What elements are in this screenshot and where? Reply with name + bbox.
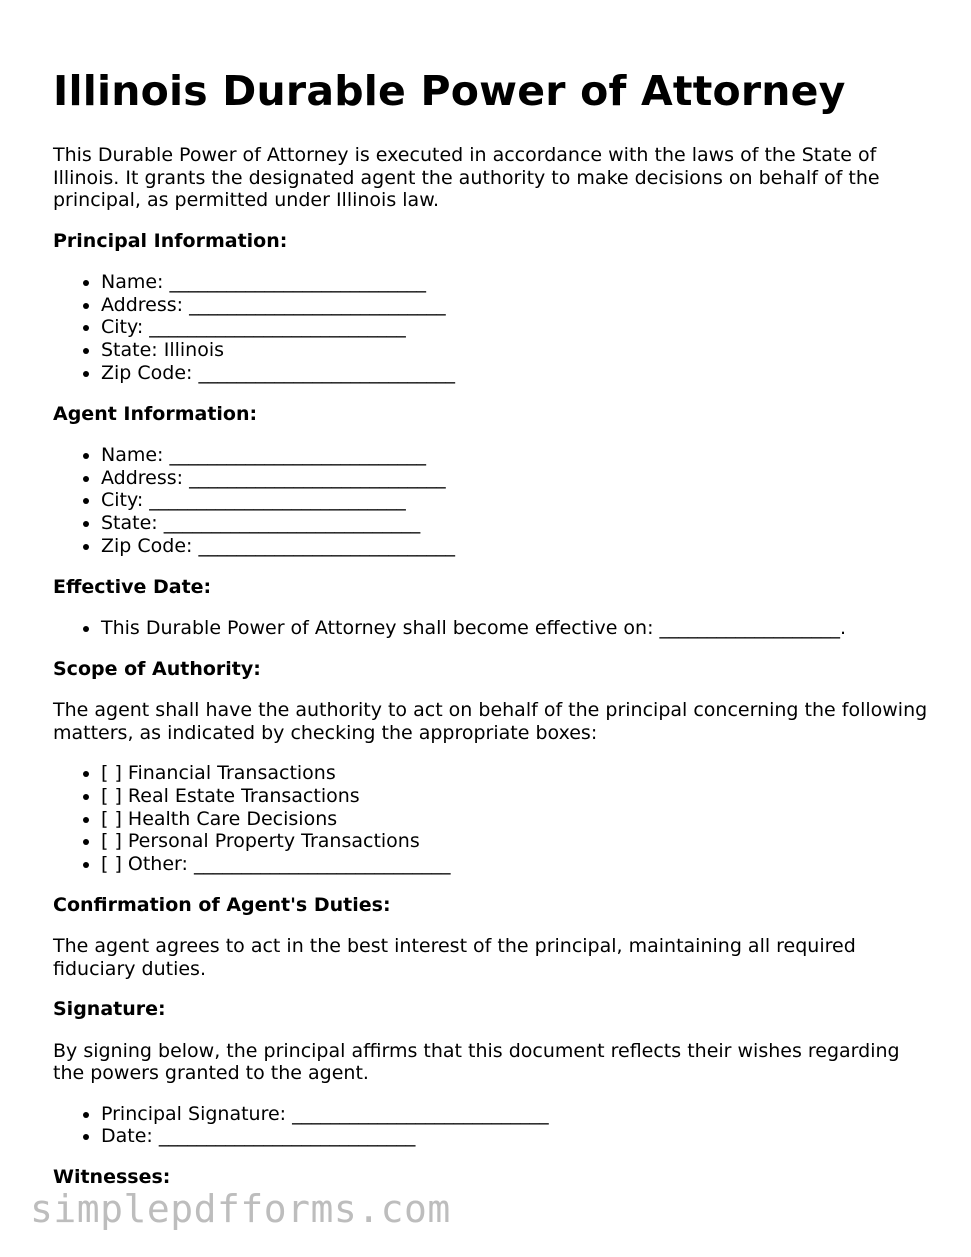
agent-zip-field: • Zip Code: ___________________________ (101, 535, 933, 558)
duties-heading: Confirmation of Agent's Duties: (53, 893, 391, 916)
intro-paragraph: This Durable Power of Attorney is executed in accordance with the laws of the State of Illinois. It grants the designated agent the authority to make decisions on behalf of the principal, as permitted under Illinois law. (53, 144, 880, 211)
scope-heading: Scope of Authority: (53, 657, 261, 680)
scope-list (53, 762, 933, 876)
signature-paragraph: By signing below, the principal affirms that this document reflects their wishes regarding the powers granted to the agent. (53, 1039, 900, 1085)
signature-list (53, 1103, 933, 1148)
agent-city-field: • City: ___________________________ (101, 489, 933, 512)
document-title: Illinois Durable Power of Attorney (53, 67, 846, 115)
agent-heading: Agent Information: (53, 402, 258, 425)
agent-name-field: • Name: ___________________________ (101, 444, 933, 467)
scope-personal-property-checkbox: • [ ] Personal Property Transactions (101, 830, 933, 853)
principal-address-field: • Address: ___________________________ (101, 294, 933, 317)
effective-date-field: • This Durable Power of Attorney shall become effective on: ___________________. (101, 617, 933, 640)
agent-state-field: • State: ___________________________ (101, 512, 933, 535)
scope-health-care-checkbox: • [ ] Health Care Decisions (101, 808, 933, 831)
watermark: simplepdfforms.com (30, 1187, 451, 1231)
principal-heading: Principal Information: (53, 229, 288, 252)
scope-real-estate-checkbox: • [ ] Real Estate Transactions (101, 785, 933, 808)
document-page (53, 62, 933, 1208)
scope-other-checkbox: • [ ] Other: ___________________________ (101, 853, 933, 876)
effective-date-heading: Effective Date: (53, 575, 212, 598)
principal-zip-field: • Zip Code: ___________________________ (101, 362, 933, 385)
effective-date-list (53, 617, 933, 640)
principal-city-field: • City: ___________________________ (101, 316, 933, 339)
agent-list (53, 444, 933, 558)
signature-heading: Signature: (53, 998, 166, 1021)
principal-signature-field: • Principal Signature: ___________________________ (101, 1103, 933, 1126)
principal-state-field: • State: Illinois (101, 339, 933, 362)
principal-name-field: • Name: ___________________________ (101, 271, 933, 294)
signature-date-field: • Date: ___________________________ (101, 1125, 933, 1148)
duties-paragraph: The agent agrees to act in the best interest of the principal, maintaining all required fiduciary duties. (53, 935, 856, 980)
agent-address-field: • Address: ___________________________ (101, 467, 933, 490)
principal-list (53, 271, 933, 385)
scope-paragraph: The agent shall have the authority to act on behalf of the principal concerning the following matters, as indicated by checking the appropriate boxes: (53, 699, 928, 744)
scope-financial-checkbox: • [ ] Financial Transactions (101, 762, 933, 785)
witnesses-heading: Witnesses: (53, 1166, 171, 1189)
